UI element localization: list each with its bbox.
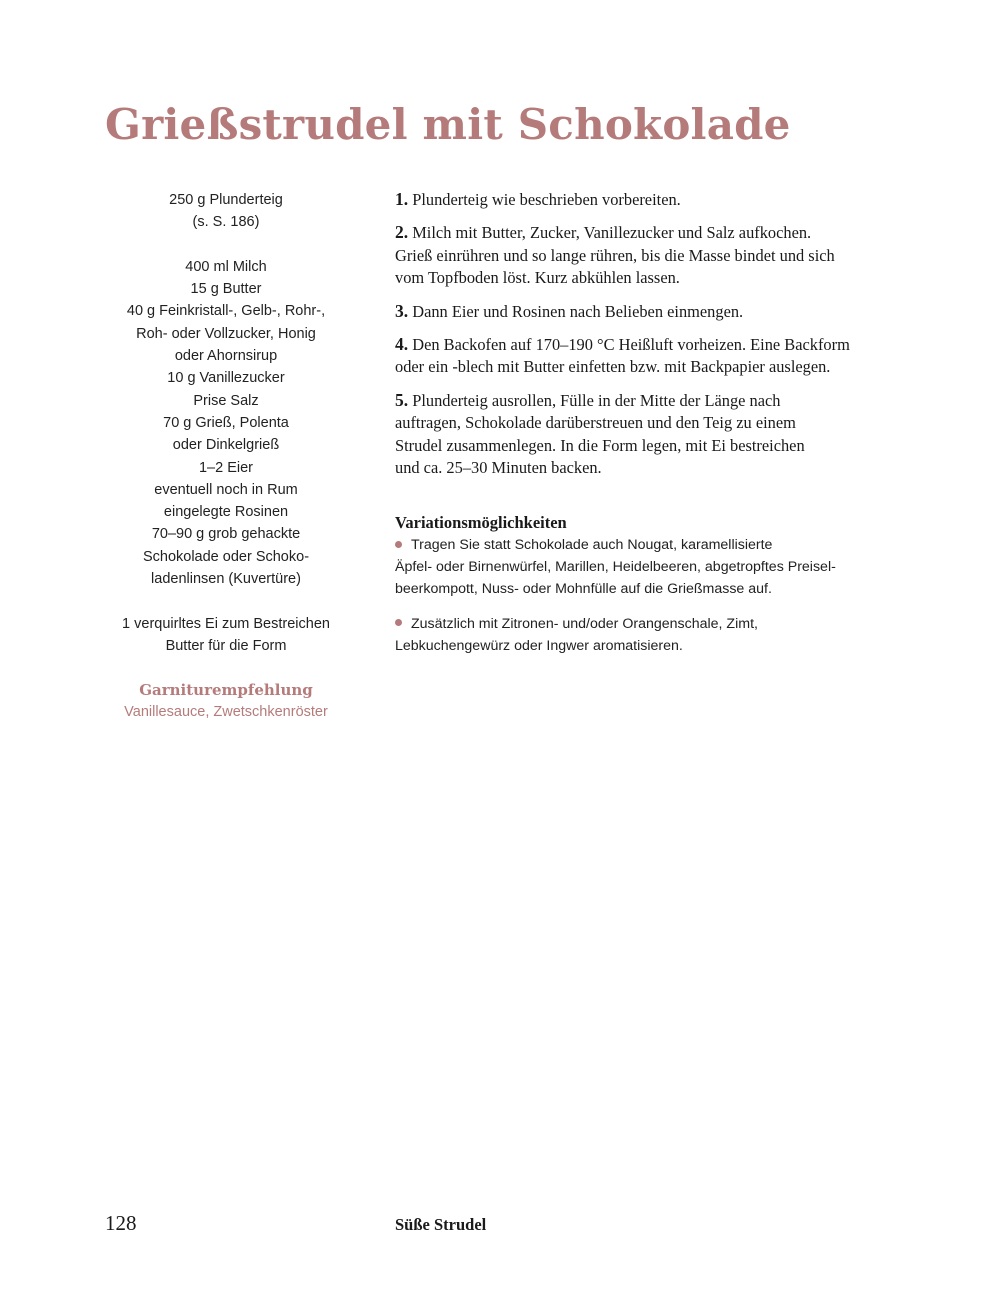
ingredient-line: oder Ahornsirup	[174, 348, 278, 365]
step-line: vom Topfboden löst. Kurz abkühlen lassen.	[395, 268, 680, 288]
ingredient-line: 15 g Butter	[190, 281, 262, 298]
step-3	[395, 300, 900, 323]
ingredient-line: 400 ml Milch	[185, 258, 267, 275]
step-number: 5.	[395, 389, 409, 410]
ingredient-line: 1–2 Eier	[198, 459, 253, 476]
step-line	[395, 188, 900, 211]
step-text: Milch mit Butter, Zucker, Vanillezucker und Salz aufkochen.	[412, 223, 812, 243]
ingredient-line: 70 g Grieß, Polenta	[163, 414, 289, 431]
step-text: Dann Eier und Rosinen nach Belieben einmengen.	[412, 301, 744, 321]
step-line: und ca. 25–30 Minuten backen.	[395, 458, 602, 478]
ingredient-line: ladenlinsen (Kuvertüre)	[151, 571, 301, 588]
ingredient-line: Butter für die Form	[165, 637, 287, 654]
step-number: 2.	[395, 222, 409, 243]
ingredient-line: Schokolade oder Schoko-	[142, 548, 310, 565]
garnish-title: Garniturempfehlung	[139, 681, 313, 700]
step-1	[395, 188, 900, 211]
step-line: Strudel zusammenlegen. In die Form legen, mit Ei bestreichen	[395, 435, 805, 455]
ingredient-line: 70–90 g grob gehackte	[151, 526, 301, 543]
step-line	[395, 389, 900, 412]
ingredient-line: 1 verquirltes Ei zum Bestreichen	[122, 615, 330, 632]
step-number: 3.	[395, 300, 409, 321]
variations-section	[395, 512, 905, 669]
spacer	[96, 590, 356, 612]
step-2	[395, 221, 900, 289]
step-line: auftragen, Schokolade darüberstreuen und den Teig zu einem	[395, 413, 796, 433]
variation-line: Lebkuchengewürz oder Ingwer aromatisieren.	[395, 637, 683, 654]
variation-line	[395, 613, 905, 635]
ingredient-line: 10 g Vanillezucker	[167, 370, 285, 387]
spacer	[96, 234, 356, 256]
variation-line: Äpfel- oder Birnenwürfel, Marillen, Heidelbeeren, abgetropftes Preisel-	[395, 559, 836, 576]
section-name: Süße Strudel	[395, 1215, 487, 1234]
step-text: Den Backofen auf 170–190 °C Heißluft vorheizen. Eine Backform	[412, 335, 850, 355]
variations-title: Variationsmöglichkeiten	[395, 513, 567, 532]
step-line: Grieß einrühren und so lange rühren, bis die Masse bindet und sich	[395, 245, 835, 265]
step-line	[395, 221, 900, 244]
ingredient-line: (s. S. 186)	[192, 214, 260, 231]
variation-item	[395, 613, 905, 657]
ingredient-line: eingelegte Rosinen	[163, 504, 289, 521]
step-text: Plunderteig wie beschrieben vorbereiten.	[412, 190, 681, 209]
bullet-dot-icon	[395, 619, 402, 626]
variation-line	[395, 534, 905, 556]
step-number: 1.	[395, 189, 409, 209]
variation-text: Tragen Sie statt Schokolade auch Nougat, karamellisierte	[411, 537, 773, 553]
recipe-title: Grießstrudel mit Schokolade	[105, 100, 791, 149]
ingredient-line: eventuell noch in Rum	[154, 481, 298, 498]
variation-text: Zusätzlich mit Zitronen- und/oder Orangenschale, Zimt,	[411, 615, 758, 632]
ingredient-list	[96, 189, 356, 723]
step-number: 4.	[395, 334, 409, 355]
step-line: oder ein -blech mit Butter einfetten bzw. mit Backpapier auslegen.	[395, 357, 831, 377]
ingredient-line: 40 g Feinkristall-, Gelb-, Rohr-,	[126, 303, 326, 320]
ingredient-line: Prise Salz	[193, 392, 259, 409]
variation-item	[395, 534, 905, 601]
page-number: 128	[105, 1211, 137, 1235]
ingredient-line: 250 g Plunderteig	[169, 192, 283, 208]
step-text: Plunderteig ausrollen, Fülle in der Mitte der Länge nach	[412, 390, 781, 410]
step-line	[395, 300, 900, 323]
step-4	[395, 333, 900, 379]
ingredient-line: Roh- oder Vollzucker, Honig	[136, 325, 316, 342]
step-5	[395, 389, 900, 480]
ingredient-line: oder Dinkelgrieß	[172, 437, 280, 454]
instruction-steps	[395, 188, 900, 489]
variation-line: beerkompott, Nuss- oder Mohnfülle auf die Grießmasse auf.	[395, 581, 772, 598]
step-line	[395, 333, 900, 356]
garnish-text: Vanillesauce, Zwetschkenröster	[124, 704, 328, 721]
bullet-dot-icon	[395, 541, 402, 548]
